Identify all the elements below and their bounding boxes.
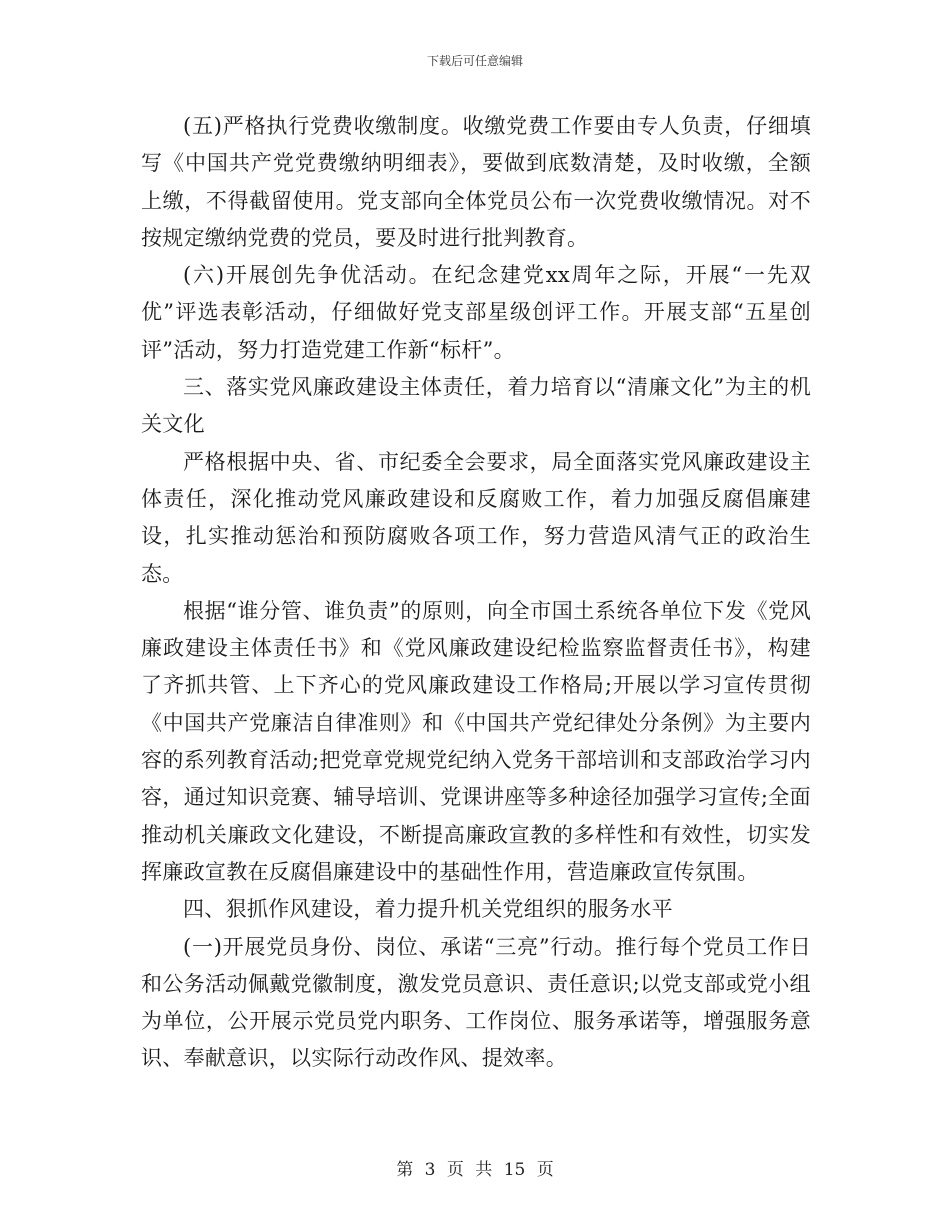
document-body [141, 108, 811, 1078]
paragraph-party-fee: (五)严格执行党费收缴制度。收缴党费工作要由专人负责，仔细填写《中国共产党党费缴纳明细表》，要做到底数清楚，及时收缴，全额上缴，不得截留使用。党支部向全体党员公布一次党费收缴情况。对不按规定缴纳党费的党员，要及时进行批判教育。 [141, 114, 811, 250]
paragraph-responsibility: 严格根据中央、省、市纪委全会要求，局全面落实党风廉政建设主体责任，深化推动党风廉政建设和反腐败工作，着力加强反腐倡廉建设，扎实推动惩治和预防腐败各项工作，努力营造风清气正的政治生态。 [141, 449, 811, 586]
section-heading-4: 四、狠抓作风建设，着力提升机关党组织的服务水平 [183, 897, 673, 922]
page-footer: 第 3 页 共 15 页 [396, 1160, 554, 1180]
paragraph-three-shine: (一)开展党员身份、岗位、承诺“三亮”行动。推行每个党员工作日和公务活动佩戴党徽制度，激发党员意识、责任意识;以党支部或党小组为单位，公开展示党员党内职务、工作岗位、服务承诺等，增强服务意识、奉献意识，以实际行动改作风、提效率。 [141, 934, 811, 1071]
section-heading-3: 三、落实党风廉政建设主体责任，着力培育以“清廉文化”为主的机关文化 [141, 375, 811, 437]
paragraph-excellence-activity: (六)开展创先争优活动。在纪念建党xx周年之际，开展“一先双优”评选表彰活动，仔细做好党支部星级创评工作。开展支部“五星创评”活动，努力打造党建工作新“标杆”。 [141, 263, 811, 362]
page-header: 下载后可任意编辑 [426, 54, 523, 68]
paragraph-principle: 根据“谁分管、谁负责”的原则，向全市国土系统各单位下发《党风廉政建设主体责任书》和《党风廉政建设纪检监察监督责任书》，构建了齐抓共管、上下齐心的党风廉政建设工作格局;开展以学习宣传贯彻《中国共产党廉洁自律准则》和《中国共产党纪律处分条例》为主要内容的系列教育活动;把党章党规党纪纳入党务干部培训和支部政治学习内容，通过知识竞赛、辅导培训、党课讲座等多种途径加强学习宣传;全面推动机关廉政文化建设，不断提高廉政宣教的多样性和有效性，切实发挥廉政宣教在反腐倡廉建设中的基础性作用，营造廉政宣传氛围。 [141, 598, 811, 884]
